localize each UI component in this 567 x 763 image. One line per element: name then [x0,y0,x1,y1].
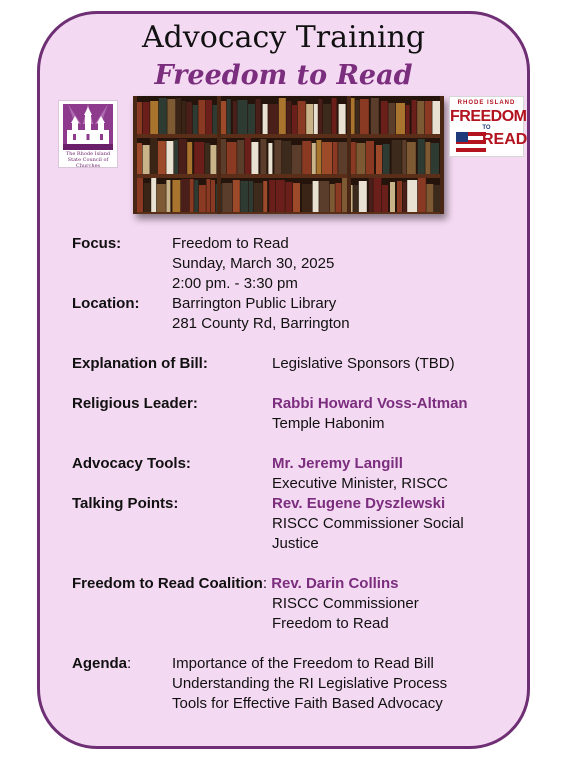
bookshelf-shape [251,142,258,174]
bookshelf-shape [276,180,285,212]
bookshelf-shape [403,182,407,212]
bill-label: Explanation of Bill: [72,355,208,372]
bookshelf-shape [274,140,281,174]
bookshelf-shape [172,180,180,212]
bookshelf-shape [418,139,425,174]
bookshelf-shape [248,104,255,134]
bookshelf-shape [418,178,426,212]
bookshelf-shape [182,101,186,134]
bookshelf-shape [335,183,341,212]
agenda-item: Tools for Effective Faith Based Advocacy [172,695,443,712]
bookshelf-shape [402,140,406,174]
bookshelf-shape [285,182,292,212]
bookshelf-shape [206,179,210,212]
bookshelf-shape [390,182,395,212]
coalition-name: Rev. Darin Collins [271,575,399,592]
bookshelf-shape [213,105,218,134]
coalition-row [72,574,398,594]
bookshelf-shape [150,101,158,134]
bookshelf-shape [359,181,367,212]
bookshelf-shape [371,98,379,134]
coalition-title-line2: Freedom to Read [272,615,389,632]
bookshelf-shape [392,140,402,174]
event-date: Sunday, March 30, 2025 [172,255,335,272]
bookshelf-shape [206,100,212,134]
bookshelf-shape [157,184,166,212]
bookshelf-shape [268,143,272,174]
agenda-item: Importance of the Freedom to Read Bill [172,655,434,672]
talking-points-title-line2: Justice [272,535,319,552]
religious-leader-name: Rabbi Howard Voss-Altman [272,395,468,412]
bookshelf-shape [396,103,405,134]
talking-points-label: Talking Points: [72,495,179,512]
bookshelf-shape [174,140,178,174]
bookshelf-shape [166,180,170,212]
bookshelf-shape [176,98,181,134]
agenda-label: Agenda [72,655,128,672]
bookshelf-shape [190,179,194,212]
bill-value: Legislative Sponsors (TBD) [272,355,455,372]
bookshelf-shape [417,101,424,134]
church-icon [63,104,113,150]
bookshelf-shape [199,185,206,212]
bookshelf-shape [440,96,444,214]
bookshelf-shape [382,185,388,212]
bookshelf-shape [330,184,335,212]
bookshelf-shape [302,141,311,174]
bookshelf-shape [179,139,187,174]
bookshelf-shape [268,104,278,134]
bookshelf-shape [194,142,204,174]
bookshelf-shape [245,138,251,174]
bookshelf-shape [431,143,439,174]
flyer-title: Advocacy Training [141,20,426,55]
bookshelf-shape [254,183,263,212]
bookshelf-shape [151,178,156,212]
freedom-to-read-logo [449,96,528,157]
advocacy-tools-title: Executive Minister, RISCC [272,475,448,492]
bookshelf-shape [194,180,198,212]
bookshelf-shape [432,101,440,134]
coalition-title-line1: RISCC Commissioner [272,595,419,612]
bookshelf-shape [227,99,231,134]
bookshelf-shape [282,141,291,174]
bookshelf-shape [260,139,266,174]
bookshelf-shape [293,183,300,212]
council-logo-caption: The Rhode Island State Council of Churches [65,151,111,169]
bookshelf-shape [150,138,157,174]
bookshelf-shape [406,105,410,134]
logo-to-text: TO [482,125,491,131]
bookshelf-shape [263,181,267,212]
bookshelf-shape [412,100,417,134]
bookshelf-shape [198,100,205,134]
bookshelf-shape [298,101,306,134]
bookshelf-shape [133,212,444,214]
bookshelf-shape [292,145,302,174]
bookshelf-shape [425,142,430,174]
bookshelf-shape [237,140,244,174]
bookshelf-shape [306,104,313,134]
bookshelf-shape [211,180,215,212]
bookshelf-shape [425,101,432,134]
bookshelf-shape [205,143,210,174]
bookshelf-shape [256,99,261,134]
agenda-item: Understanding the RI Legislative Process [172,675,448,692]
logo-rhode-island-text: RHODE ISLAND [457,100,516,106]
location-name: Barrington Public Library [172,295,337,312]
bookshelf-shape [186,102,192,134]
bookshelf-shape [407,180,417,212]
bookshelf-shape [373,178,381,212]
bookshelf-shape [249,181,253,212]
bookshelf-shape [318,99,322,134]
bookshelf-shape [383,144,390,174]
bookshelf-shape [181,179,189,212]
focus-line: Freedom to Read [172,235,289,252]
bookshelf-shape [353,185,358,212]
bookshelf-shape [332,98,337,134]
bookshelf-shape [269,180,275,212]
bookshelf-shape [388,103,395,134]
bookshelf-shape [222,183,232,212]
bookshelf-shape [316,140,321,174]
bookshelf-shape [133,174,444,178]
bookshelf-shape [166,141,173,174]
bookshelf-shape [193,105,198,134]
bookshelf-shape [144,183,151,212]
bookshelf-shape [339,104,346,134]
bookshelf-shape [263,104,268,134]
bookshelf-shape [376,145,382,174]
bookshelf-shape [381,101,388,134]
location-label: Location: [72,295,140,312]
bookshelf-shape [312,143,316,174]
bookshelf-shape [407,142,416,174]
bookshelf-shape [369,178,373,212]
bookshelf-shape [233,101,237,134]
bookshelf-shape [292,105,297,134]
bookshelf-shape [158,141,166,174]
bookshelf-shape [133,96,137,214]
bookshelf-shape [210,145,216,174]
bookshelf-shape [286,101,291,134]
bookshelf-shape [322,142,332,174]
bookshelf-shape [314,104,318,134]
logo-freedom-text: FREEDOM [450,108,527,125]
bookshelf-shape [143,102,150,134]
bookshelf-shape [240,181,248,212]
bookshelf-shape [347,96,351,214]
bookshelf-shape [319,181,329,212]
council-of-churches-logo [58,100,118,168]
logo-read-text: READ [482,131,528,148]
event-time: 2:00 pm. - 3:30 pm [172,275,298,292]
bookshelf-image [133,96,444,214]
bookshelf-shape [187,142,192,174]
bookshelf-shape [397,181,402,212]
bookshelf-shape [366,141,374,174]
coalition-colon: : [262,575,268,592]
bookshelf-shape [143,145,150,174]
bookshelf-shape [279,98,286,134]
bookshelf-shape [233,180,240,212]
focus-label: Focus: [72,235,122,252]
agenda-colon: : [127,655,132,672]
flyer-subtitle: Freedom to Read [154,60,413,91]
advocacy-tools-label: Advocacy Tools: [72,455,191,472]
location-address: 281 County Rd, Barrington [172,315,350,332]
bookshelf-shape [302,184,312,212]
bookshelf-shape [355,100,359,134]
coalition-label: Freedom to Read Coalition [72,575,263,592]
bookshelf-shape [227,142,237,174]
bookshelf-shape [356,143,365,174]
agenda-label-row [72,654,131,674]
bookshelf-shape [237,100,247,134]
religious-leader-label: Religious Leader: [72,395,198,412]
bookshelf-shape [313,181,319,212]
bookshelf-shape [323,104,331,134]
talking-points-name: Rev. Eugene Dyszlewski [272,495,446,512]
bookshelf-shape [338,142,348,174]
bookshelf-shape [333,142,338,174]
bookshelf-shape [426,184,433,212]
talking-points-title-line1: RISCC Commissioner Social [272,515,464,532]
bookshelf-illustration [133,96,444,214]
advocacy-tools-name: Mr. Jeremy Langill [272,455,403,472]
bookshelf-shape [167,99,175,134]
bookshelf-shape [360,99,369,134]
bookshelf-shape [133,134,444,138]
religious-leader-org: Temple Habonim [272,415,385,432]
bookshelf-shape [159,98,167,134]
bookshelf-shape [217,96,221,214]
